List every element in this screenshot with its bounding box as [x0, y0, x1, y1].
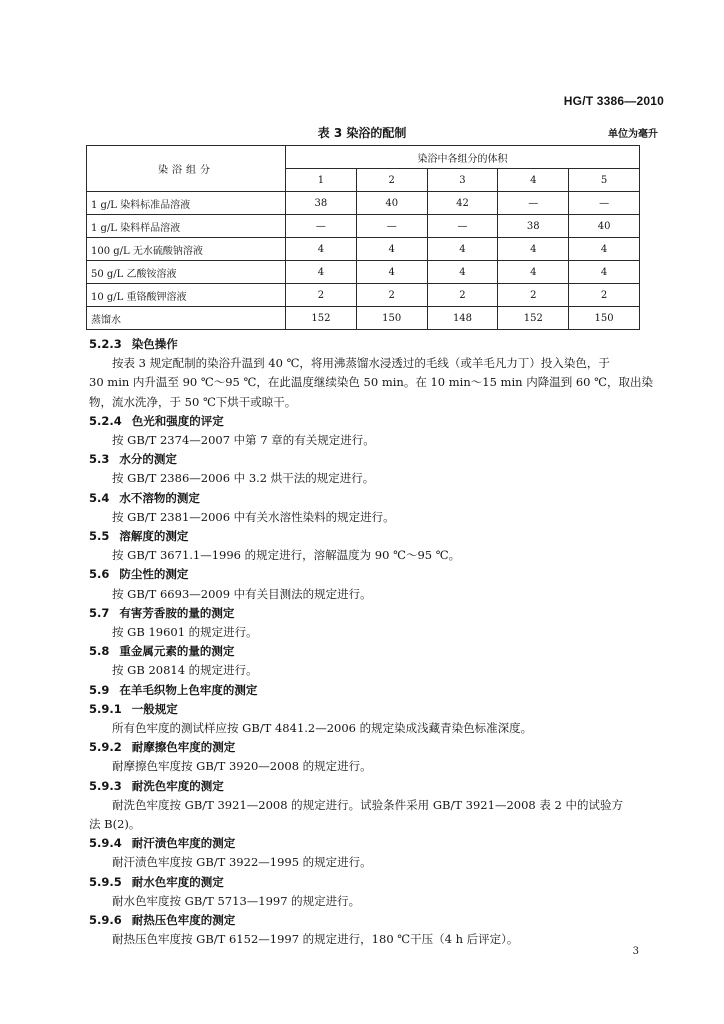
component-cell: 蒸馏水 [87, 307, 286, 330]
paragraph: 按 GB 20814 的规定进行。 [112, 663, 258, 678]
section-title: 耐水色牢度的测定 [131, 874, 224, 889]
table-row [87, 192, 640, 215]
value-cell: 4 [569, 261, 640, 284]
section-heading [89, 450, 641, 469]
table-row [87, 238, 640, 261]
column-number: 1 [286, 169, 357, 192]
section-number: 5.9.5 [89, 874, 122, 889]
paragraph: 按 GB/T 2374—2007 中第 7 章的有关规定进行。 [112, 433, 375, 448]
table-row [87, 215, 640, 238]
section-heading [89, 412, 641, 431]
document-code: HG/T 3386—2010 [563, 94, 664, 108]
value-cell: — [356, 215, 427, 238]
section-heading [89, 777, 641, 796]
value-cell: 4 [569, 238, 640, 261]
volume-column-header: 染浴中各组分的体积 [286, 146, 640, 169]
component-cell: 50 g/L 乙酸铵溶液 [87, 261, 286, 284]
section-title: 重金属元素的量的测定 [119, 644, 235, 659]
section-heading [89, 834, 641, 853]
value-cell: 4 [427, 261, 498, 284]
table-row [87, 261, 640, 284]
section-number: 5.4 [89, 490, 110, 505]
section-title: 在羊毛织物上色牢度的测定 [119, 682, 258, 697]
paragraph: 按 GB/T 2381—2006 中有关水溶性染料的规定进行。 [112, 509, 395, 524]
section-number: 5.9.2 [89, 740, 122, 755]
document-body [89, 335, 654, 950]
paragraph: 按 GB 19601 的规定进行。 [112, 625, 258, 640]
section-title: 一般规定 [131, 701, 178, 716]
value-cell: 4 [286, 261, 357, 284]
column-number: 3 [427, 169, 498, 192]
column-number: 4 [498, 169, 569, 192]
paragraph: 耐热压色牢度按 GB/T 6152—1997 的规定进行，180 ℃干压（4 h 后评定）。 [112, 932, 519, 947]
paragraph: 耐水色牢度按 GB/T 5713—1997 的规定进行。 [112, 893, 361, 908]
section-heading [89, 700, 641, 719]
section-heading [89, 911, 641, 930]
section-heading [89, 335, 641, 354]
section-number: 5.6 [89, 567, 110, 582]
paragraph: 耐汗渍色牢度按 GB/T 3922—1995 的规定进行。 [112, 855, 372, 870]
section-heading [89, 642, 641, 661]
value-cell: 4 [498, 238, 569, 261]
table-header-row [87, 146, 640, 169]
section-heading [89, 873, 641, 892]
paragraph: 按 GB/T 6693—2009 中有关目测法的规定进行。 [112, 586, 372, 601]
value-cell: 4 [286, 238, 357, 261]
paragraph-line: 法 B(2)。 [89, 817, 141, 832]
section-title: 溶解度的测定 [119, 529, 189, 544]
section-title: 水不溶物的测定 [119, 490, 200, 505]
value-cell: 40 [356, 192, 427, 215]
value-cell: 4 [427, 238, 498, 261]
paragraph-line: 按表 3 规定配制的染浴升温到 40 ℃，将用沸蒸馏水浸透过的毛线（或羊毛凡力丁）投入染色，于 [112, 356, 610, 371]
value-cell: — [498, 192, 569, 215]
section-number: 5.9.3 [89, 778, 122, 793]
paragraph: 按 GB/T 3671.1—1996 的规定进行，溶解温度为 90 ℃～95 ℃。 [112, 548, 461, 563]
section-number: 5.8 [89, 644, 110, 659]
section-title: 耐汗渍色牢度的测定 [131, 836, 236, 851]
table-row [87, 284, 640, 307]
value-cell: 148 [427, 307, 498, 330]
table-unit: 单位为毫升 [608, 129, 658, 140]
dye-bath-table [86, 145, 640, 330]
value-cell: 152 [286, 307, 357, 330]
section-title: 耐热压色牢度的测定 [131, 913, 236, 928]
section-heading [89, 604, 641, 623]
value-cell: — [286, 215, 357, 238]
section-title: 耐摩擦色牢度的测定 [131, 740, 236, 755]
component-cell: 1 g/L 染料样品溶液 [87, 215, 286, 238]
table-row [87, 307, 640, 330]
value-cell: 2 [356, 284, 427, 307]
value-cell: 152 [498, 307, 569, 330]
value-cell: 2 [569, 284, 640, 307]
paragraph-line: 30 min 内升温至 90 ℃～95 ℃，在此温度继续染色 50 min。在 10 min～15 min 内降温到 60 ℃，取出染 [89, 375, 654, 390]
component-cell: 1 g/L 染料标准品溶液 [87, 192, 286, 215]
section-title: 染色操作 [131, 337, 178, 351]
section-number: 5.9.6 [89, 913, 122, 928]
value-cell: 2 [427, 284, 498, 307]
section-number: 5.5 [89, 529, 110, 544]
component-cell: 100 g/L 无水硫酸钠溶液 [87, 238, 286, 261]
section-heading [89, 738, 641, 757]
section-number: 5.9.4 [89, 836, 122, 851]
value-cell: 40 [569, 215, 640, 238]
section-title: 有害芳香胺的量的测定 [119, 605, 235, 620]
value-cell: 2 [286, 284, 357, 307]
section-number: 5.2.3 [89, 337, 122, 351]
section-title: 耐洗色牢度的测定 [131, 778, 224, 793]
value-cell: — [427, 215, 498, 238]
paragraph: 按 GB/T 2386—2006 中 3.2 烘干法的规定进行。 [112, 471, 375, 486]
component-column-header: 染浴组分 [87, 146, 286, 192]
value-cell: 4 [356, 238, 427, 261]
paragraph: 所有色牢度的测试样应按 GB/T 4841.2—2006 的规定染成浅藏青染色标准深度。 [112, 721, 533, 736]
section-title: 水分的测定 [119, 452, 177, 467]
component-cell: 10 g/L 重铬酸钾溶液 [87, 284, 286, 307]
table-caption: 表 3 染浴的配制 [317, 126, 407, 140]
section-heading [89, 565, 641, 584]
value-cell: 38 [498, 215, 569, 238]
section-number: 5.2.4 [89, 413, 122, 428]
value-cell: 38 [286, 192, 357, 215]
section-number: 5.7 [89, 605, 110, 620]
section-title: 防尘性的测定 [119, 567, 189, 582]
paragraph-line: 物，流水洗净，于 50 ℃下烘干或晾干。 [89, 394, 297, 409]
value-cell: — [569, 192, 640, 215]
value-cell: 42 [427, 192, 498, 215]
value-cell: 150 [569, 307, 640, 330]
section-number: 5.9.1 [89, 701, 122, 716]
column-number: 5 [569, 169, 640, 192]
paragraph-line: 耐洗色牢度按 GB/T 3921—2008 的规定进行。试验条件采用 GB/T 3921—2008 表 2 中的试验方 [112, 797, 623, 812]
section-number: 5.3 [89, 452, 110, 467]
page-number: 3 [632, 946, 639, 957]
section-heading [89, 681, 641, 700]
section-heading [89, 527, 641, 546]
value-cell: 4 [356, 261, 427, 284]
section-title: 色光和强度的评定 [131, 413, 224, 428]
column-number: 2 [356, 169, 427, 192]
value-cell: 150 [356, 307, 427, 330]
section-heading [89, 489, 641, 508]
value-cell: 4 [498, 261, 569, 284]
section-number: 5.9 [89, 682, 110, 697]
value-cell: 2 [498, 284, 569, 307]
paragraph: 耐摩擦色牢度按 GB/T 3920—2008 的规定进行。 [112, 759, 372, 774]
